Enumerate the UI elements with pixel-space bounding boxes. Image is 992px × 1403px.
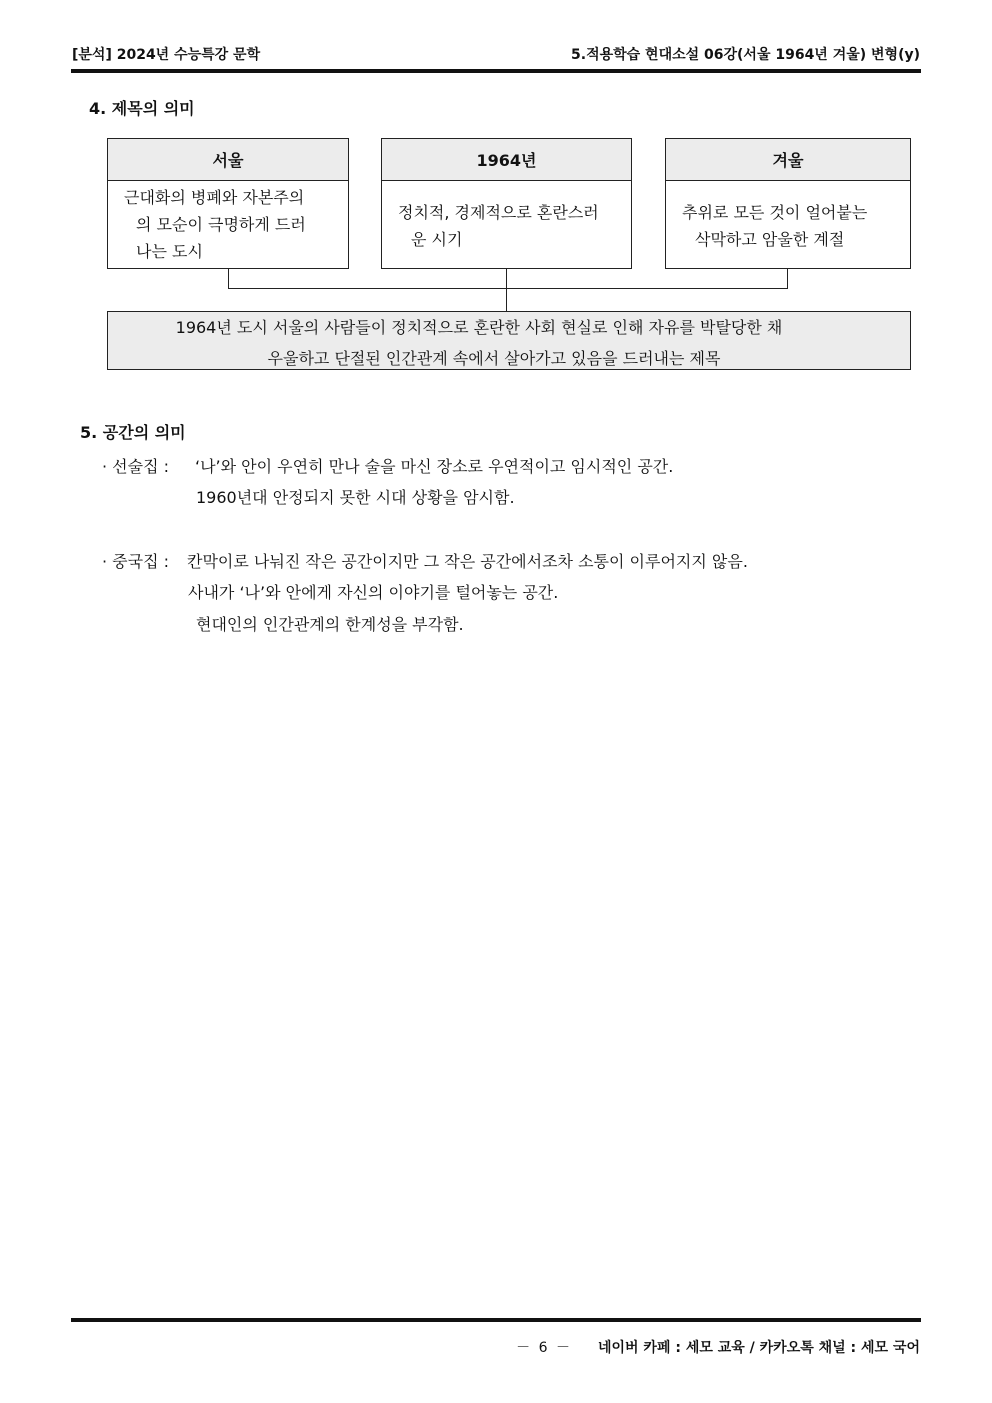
box-seoul-line: 나는 도시 (136, 242, 203, 261)
box-1964-body (382, 181, 631, 253)
box-winter-head: 겨울 (666, 139, 910, 181)
space-text: 1960년대 안정되지 못한 시대 상황을 암시함. (196, 488, 515, 507)
conclusion-line: 우울하고 단절된 인간관계 속에서 살아가고 있음을 드러내는 제목 (267, 349, 721, 368)
box-1964-line: 정치적, 경제적으로 혼란스러 (398, 203, 599, 222)
conclusion-line: 1964년 도시 서울의 사람들이 정치적으로 혼란한 사회 현실로 인해 자유를 박탈당한 채 (175, 318, 783, 337)
footer-text: 네이버 카페 : 세모 교육 / 카카오톡 채널 : 세모 국어 (597, 1340, 920, 1356)
box-1964 (381, 138, 632, 269)
header-left: [분석] 2024년 수능특강 문학 (72, 47, 261, 63)
space-text: 사내가 ‘나’와 안에게 자신의 이야기를 털어놓는 공간. (188, 583, 559, 602)
space-text: 현대인의 인간관계의 한계성을 부각함. (196, 615, 464, 634)
box-winter (665, 138, 911, 269)
box-winter-line: 추위로 모든 것이 얼어붙는 (682, 203, 868, 222)
box-seoul-line: 근대화의 병폐와 자본주의 (124, 188, 305, 207)
conclusion-box (107, 311, 911, 370)
header-right: 5.적용학습 현대소설 06강(서울 1964년 겨울) 변형(y) (571, 47, 920, 63)
page-number: － 6 － (516, 1340, 572, 1356)
box-seoul-body (108, 181, 348, 265)
footer-rule (71, 1318, 921, 1322)
section4-title: 4. 제목의 의미 (89, 99, 195, 118)
box-winter-line: 삭막하고 암울한 계절 (695, 230, 845, 249)
box-seoul (107, 138, 349, 269)
connector-line (787, 269, 788, 289)
box-1964-head: 1964년 (382, 139, 631, 181)
box-winter-body (666, 181, 910, 253)
space-label-pub: · 선술집 : (102, 457, 170, 476)
section5-title: 5. 공간의 의미 (80, 423, 186, 442)
box-1964-line: 운 시기 (411, 230, 463, 249)
footer (516, 1337, 920, 1357)
space-text: 칸막이로 나눠진 작은 공간이지만 그 작은 공간에서조차 소통이 이루어지지 않음. (187, 552, 748, 571)
box-seoul-head: 서울 (108, 139, 348, 181)
connector-line (228, 269, 229, 289)
space-text: ‘나’와 안이 우연히 만나 술을 마신 장소로 우연적이고 임시적인 공간. (195, 457, 674, 476)
box-seoul-line: 의 모순이 극명하게 드러 (136, 215, 306, 234)
connector-line (228, 288, 788, 289)
connector-line (506, 269, 507, 312)
space-label-restaurant: · 중국집 : (102, 552, 170, 571)
header-rule (71, 69, 921, 73)
